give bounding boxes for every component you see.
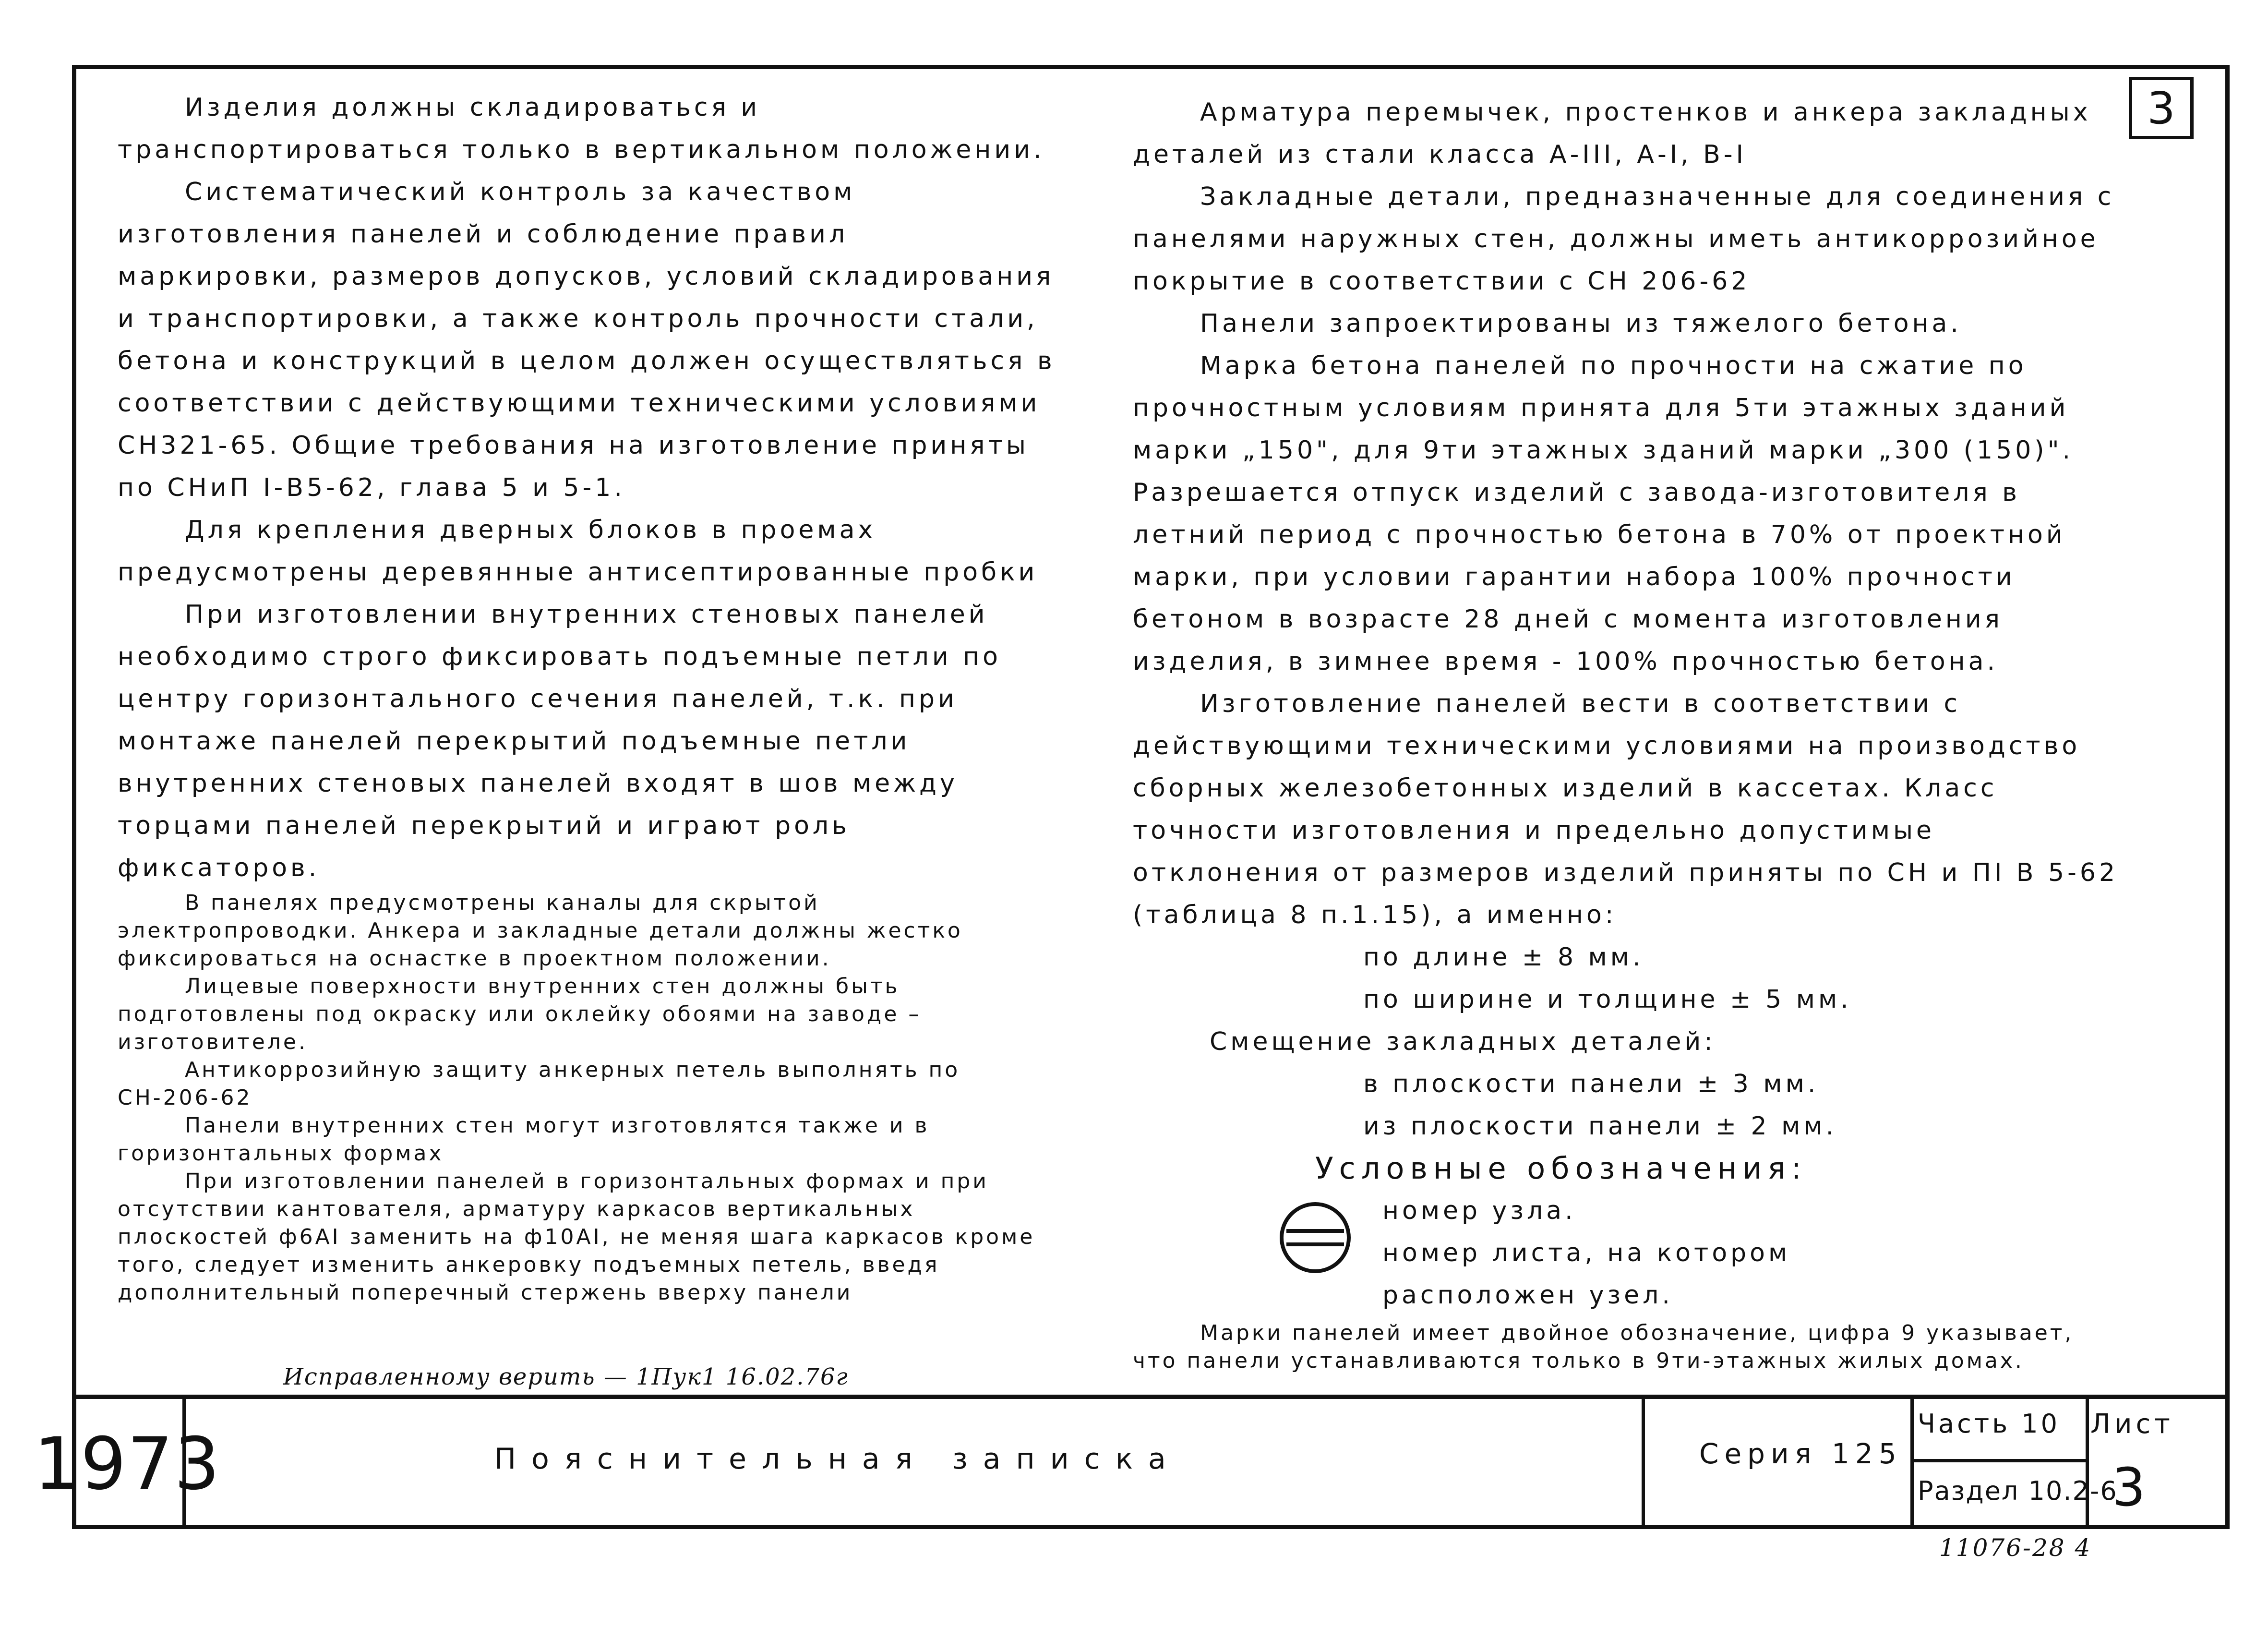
tolerance-length: по длине ± 8 мм. bbox=[1363, 943, 1644, 972]
sheet-number: 3 bbox=[2112, 1457, 2146, 1518]
note-embedded-parts: Закладные детали, предназначенные для соединения с панелями наружных стен, должны иметь антикоррозийное покрытие в соответствии с СН 206-62 bbox=[1133, 182, 2115, 296]
note-panel-marks: Марки панелей имеет двойное обозначение, цифра 9 указывает, что панели устанавливаются только в 9ти-этажных жилых домах. bbox=[1133, 1321, 2074, 1373]
note-manufacturing-tolerances: Изготовление панелей вести в соответствии с действующими техническими условиями на производство сборных железобетонных изделий в кассетах. Класс точности изготовления и предельно допустимые отклонения от размеров изделий приняты по СН и ПI В 5-62 (таблица 8 п.1.15), а именно: bbox=[1133, 689, 2119, 929]
note-horizontal-forms: Панели внутренних стен могут изготовлятся также и в горизонтальных формах bbox=[118, 1113, 930, 1166]
legend-sheet-number: номер листа, на котором bbox=[1382, 1239, 1791, 1267]
title-block-divider bbox=[1910, 1399, 1914, 1529]
note-anticorrosion: Антикоррозийную защиту анкерных петель выполнять по СН-206-62 bbox=[118, 1058, 960, 1110]
legend-node-number: номер узла. bbox=[1382, 1196, 1576, 1225]
year-stamp: 1973 bbox=[34, 1422, 221, 1506]
correction-signature-note: Исправленному верить — 1Пук1 16.02.76г bbox=[283, 1363, 849, 1390]
right-notes-column bbox=[1133, 91, 2122, 1375]
tolerance-in-plane: в плоскости панели ± 3 мм. bbox=[1363, 1070, 1819, 1098]
part-label: Часть 10 bbox=[1918, 1409, 2060, 1439]
note-reinforcement: Арматура перемычек, простенков и анкера закладных деталей из стали класса А-III, А-I, В-I bbox=[1133, 98, 2091, 169]
sheet-label: Лист bbox=[2090, 1409, 2174, 1440]
note-concrete-grade: Марка бетона панелей по прочности на сжатие по прочностным условиям принята для 5ти этажных зданий марки „150", для 9ти этажных зданий марки „300 (150)". Разрешается отпуск изделий с завода-изготовителя в летний период с прочностью бетона в 70% от проектной марки, при условии гарантии набора 100% прочности бетоном в возрасте 28 дней с момента изготовления изделия, в зимнее время - 100% прочностью бетона. bbox=[1133, 351, 2074, 676]
title-block bbox=[34, 1395, 2230, 1529]
section-label: Раздел 10.2-6 bbox=[1918, 1476, 2118, 1506]
legend bbox=[1133, 1190, 2122, 1319]
inventory-number: 11076-28 4 bbox=[1939, 1534, 2092, 1562]
note-concrete-type: Панели запроектированы из тяжелого бетона. bbox=[1200, 309, 1962, 338]
note-door-blocks: Для крепления дверных блоков в проемах предусмотрены деревянные антисептированные пробки bbox=[118, 516, 1038, 587]
embedded-shift-title: Смещение закладных деталей: bbox=[1210, 1027, 1716, 1056]
title-block-divider bbox=[1642, 1399, 1645, 1529]
legend-title: Условные обозначения: bbox=[1315, 1151, 1807, 1186]
title-block-divider bbox=[1910, 1459, 2088, 1462]
tolerance-width-thickness: по ширине и толщине ± 5 мм. bbox=[1363, 985, 1852, 1014]
title-block-divider bbox=[2086, 1399, 2089, 1529]
title-block-divider bbox=[182, 1399, 186, 1529]
note-quality-control: Систематический контроль за качеством изготовления панелей и соблюдение правил маркировки, размеров допусков, условий складирования и транспортировки, а также контроль прочности стали, бетона и конструкций в целом должен осуществляться в соответствии с действующими техническими условиями СН321-65. Общие требования на изготовление приняты по СНиП I-В5-62, глава 5 и 5-1. bbox=[118, 178, 1056, 502]
note-lifting-loops: При изготовлении внутренних стеновых панелей необходимо строго фиксировать подъемные петли по центру горизонтального сечения панелей, т.к. при монтаже панелей перекрытий подъемные петли внутренних стеновых панелей входят в шов между торцами панелей перекрытий и играют роль фиксаторов. bbox=[118, 600, 1001, 882]
note-wiring-channels: В панелях предусмотрены каналы для скрытой электропроводки. Анкера и закладные детали должны жестко фиксироваться на оснастке в проектном положении. bbox=[118, 891, 963, 971]
document-title: Пояснительная записка bbox=[494, 1442, 1181, 1476]
note-tilter-absence: При изготовлении панелей в горизонтальных формах и при отсутствии кантователя, арматуру каркасов вертикальных плоскостей ф6АI заменить на ф10АI, не меняя шага каркасов кроме того, следует изменить анкеровку подъемных петель, введя дополнительный поперечный стержень вверху панели bbox=[118, 1169, 1035, 1305]
legend-text bbox=[1382, 1190, 1790, 1316]
tolerance-out-of-plane: из плоскости панели ± 2 мм. bbox=[1363, 1112, 1837, 1141]
note-surface-finish: Лицевые поверхности внутренних стен должны быть подготовлены под окраску или оклейку обоями на заводе – изготовителе. bbox=[118, 974, 922, 1054]
series-label: Серия 125 bbox=[1699, 1437, 1902, 1470]
note-storage: Изделия должны складироваться и транспортироваться только в вертикальном положении. bbox=[118, 93, 1045, 164]
legend-located: расположен узел. bbox=[1382, 1281, 1673, 1310]
node-marker-icon bbox=[1277, 1199, 1354, 1276]
left-notes-column bbox=[118, 86, 1058, 1307]
sheet-number-corner: 3 bbox=[2129, 77, 2194, 139]
